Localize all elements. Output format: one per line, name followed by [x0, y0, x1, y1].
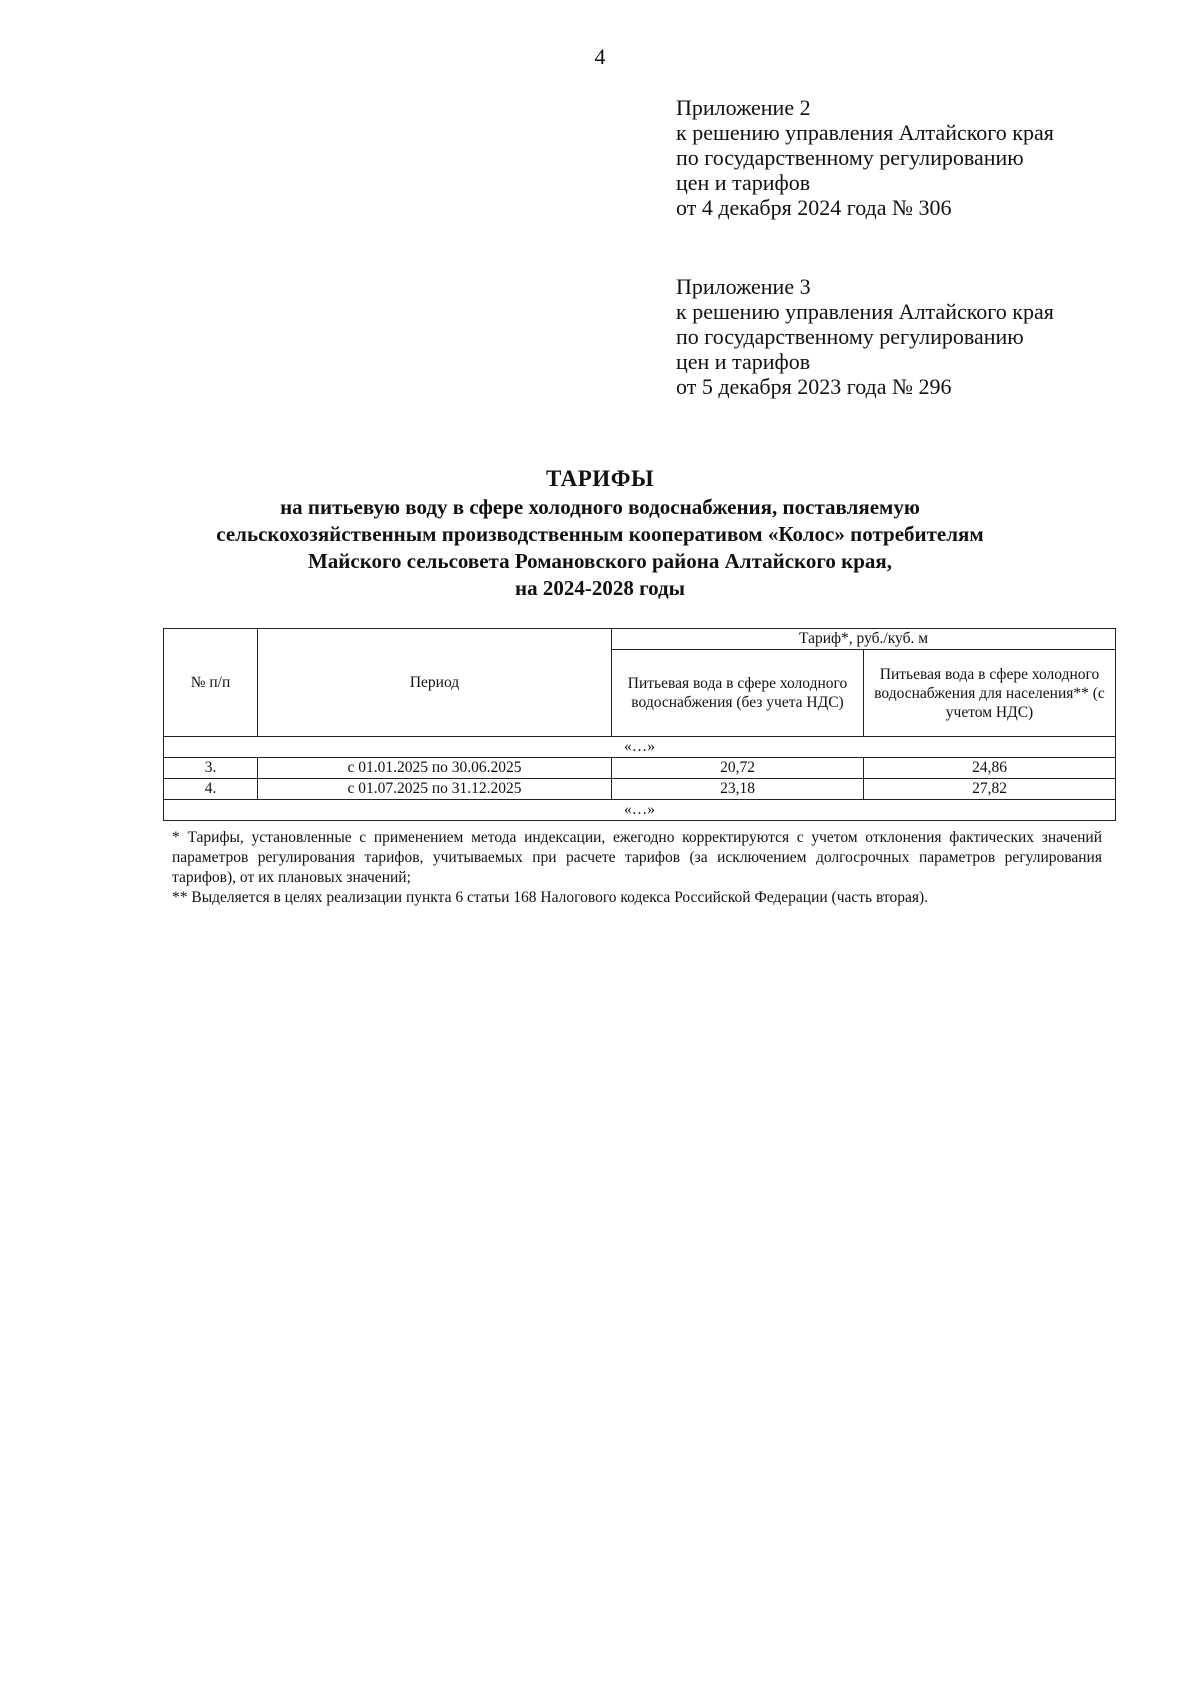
footnote-1: * Тарифы, установленные с применением метода индексации, ежегодно корректируются с учетом отклонения фактических значений параметров регулирования тарифов, учитываемых при расчете тарифов (за исключением долгосрочных параметров регулирования тарифов), от их плановых значений;	[172, 829, 1102, 886]
header-without-vat: Питьевая вода в сфере холодного водоснабжения (без учета НДС)	[612, 650, 864, 737]
appendix-2-line: по государственному регулированию	[676, 145, 1024, 170]
appendix-2-header	[676, 95, 1176, 220]
document-title	[0, 464, 1200, 602]
title-main: ТАРИФЫ	[545, 466, 655, 491]
cell-number: 4.	[164, 779, 258, 800]
footnote-2: ** Выделяется в целях реализации пункта 6 статьи 168 Налогового кодекса Российской Федерации (часть вторая).	[172, 889, 929, 906]
cell-without-vat: 20,72	[612, 758, 864, 779]
cell-period: с 01.07.2025 по 31.12.2025	[258, 779, 612, 800]
cell-without-vat: 23,18	[612, 779, 864, 800]
title-line: на 2024-2028 годы	[514, 576, 686, 600]
header-tariff-group: Тариф*, руб./куб. м	[612, 629, 1116, 650]
header-period: Период	[258, 629, 612, 737]
appendix-3-line: по государственному регулированию	[676, 324, 1024, 349]
appendix-2-line: от 4 декабря 2024 года № 306	[676, 195, 952, 220]
appendix-3-line: Приложение 3	[676, 274, 811, 299]
cell-population: 27,82	[864, 779, 1116, 800]
cell-period: с 01.01.2025 по 30.06.2025	[258, 758, 612, 779]
header-number: № п/п	[164, 629, 258, 737]
appendix-3-line: цен и тарифов	[676, 349, 811, 374]
appendix-3-header	[676, 274, 1176, 399]
title-line: сельскохозяйственным производственным кооперативом «Колос» потребителям	[216, 522, 984, 546]
table-ellipsis-row: «…»	[164, 737, 1116, 758]
table-row	[164, 779, 1116, 800]
cell-number: 3.	[164, 758, 258, 779]
page-number: 4	[594, 44, 606, 69]
appendix-3-line: к решению управления Алтайского края	[676, 299, 1054, 324]
header-population: Питьевая вода в сфере холодного водоснабжения для населения** (с учетом НДС)	[864, 650, 1116, 737]
appendix-2-line: Приложение 2	[676, 95, 811, 120]
tariffs-table	[163, 628, 1116, 821]
title-line: на питьевую воду в сфере холодного водоснабжения, поставляемую	[280, 495, 920, 519]
appendix-3-line: от 5 декабря 2023 года № 296	[676, 374, 952, 399]
appendix-2-line: к решению управления Алтайского края	[676, 120, 1054, 145]
appendix-2-line: цен и тарифов	[676, 170, 811, 195]
table-row	[164, 758, 1116, 779]
title-line: Майского сельсовета Романовского района Алтайского края,	[307, 549, 893, 573]
footnotes	[172, 828, 1102, 908]
table-ellipsis-row: «…»	[164, 800, 1116, 821]
cell-population: 24,86	[864, 758, 1116, 779]
